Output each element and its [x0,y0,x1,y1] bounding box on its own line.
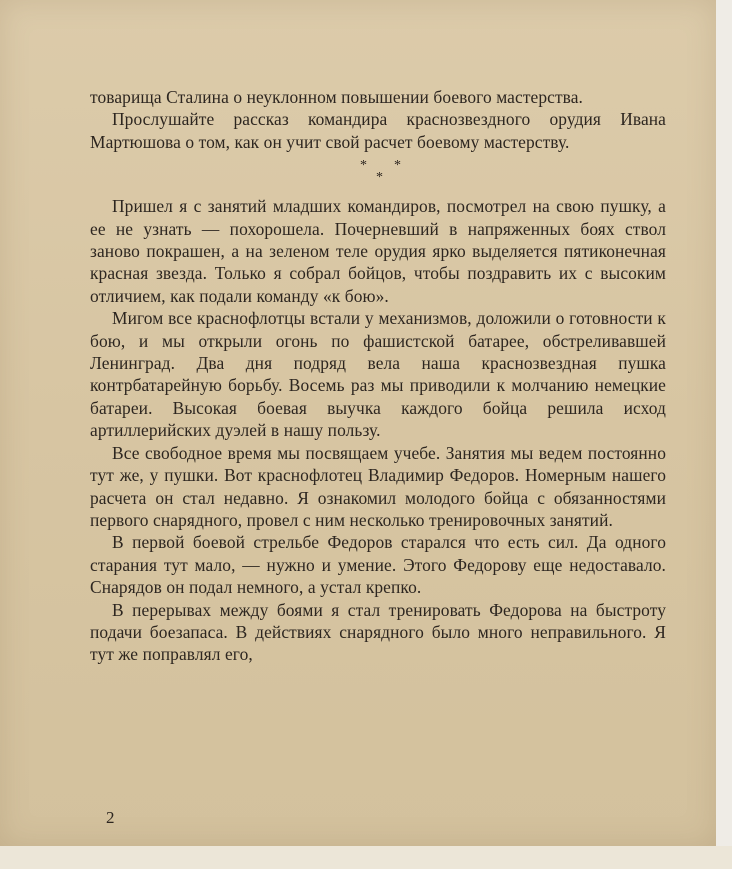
paragraph: В перерывах между боями я стал тренировать Федорова на быстроту подачи боезапаса. В действиях снарядного было много неправильного. Я тут же поправлял его, [90,599,666,665]
section-separator [90,155,666,185]
separator-star: * [360,158,368,174]
text-block [90,86,666,666]
page-number [106,808,115,828]
paragraph-continuation: товарища Сталина о неуклонном повышении боевого мастерства. [90,87,584,107]
paragraph: Все свободное время мы посвящаем учебе. Занятия мы ведем постоянно тут же, у пушки. Вот краснофлотец Владимир Федоров. Номерным нашего расчета он стал недавно. Я ознакомил молодого бойца с обязанностями первого снарядного, провел с ним несколько тренировочных занятий. [90,442,666,530]
separator-star: * [376,170,384,186]
paragraph-intro: Прослушайте рассказ командира краснозвездного орудия Ивана Мартюшова о том, как он учит свой расчет боевому мастерству. [90,109,666,152]
paragraph: В первой боевой стрельбе Федоров старался что есть сил. Да одного старания тут мало, — нужно и умение. Этого Федорову еще недоставало. Снарядов он подал немного, а устал крепко. [90,532,666,598]
separator-star: * [394,158,402,174]
page-number-text: 2 [106,808,115,827]
paragraph: Мигом все краснофлотцы встали у механизмов, доложили о готовности к бою, и мы открыли огонь по фашистской батарее, обстреливавшей Ленинград. Два дня подряд вела наша краснозвездная пушка контрбатарейную борьбу. Восемь раз мы приводили к молчанию немецкие батареи. Высокая боевая выучка каждого бойца решила исход артиллерийских дуэлей в нашу пользу. [90,308,666,441]
paragraph: Пришел я с занятий младших командиров, посмотрел на свою пушку, а ее не узнать — похорошела. Почерневший в напряженных боях ствол заново покрашен, а на зеленом теле орудия ярко выделяется пятиконечная красная звезда. Только я собрал бойцов, чтобы поздравить их с высоким отличием, как подали команду «к бою». [90,196,666,306]
